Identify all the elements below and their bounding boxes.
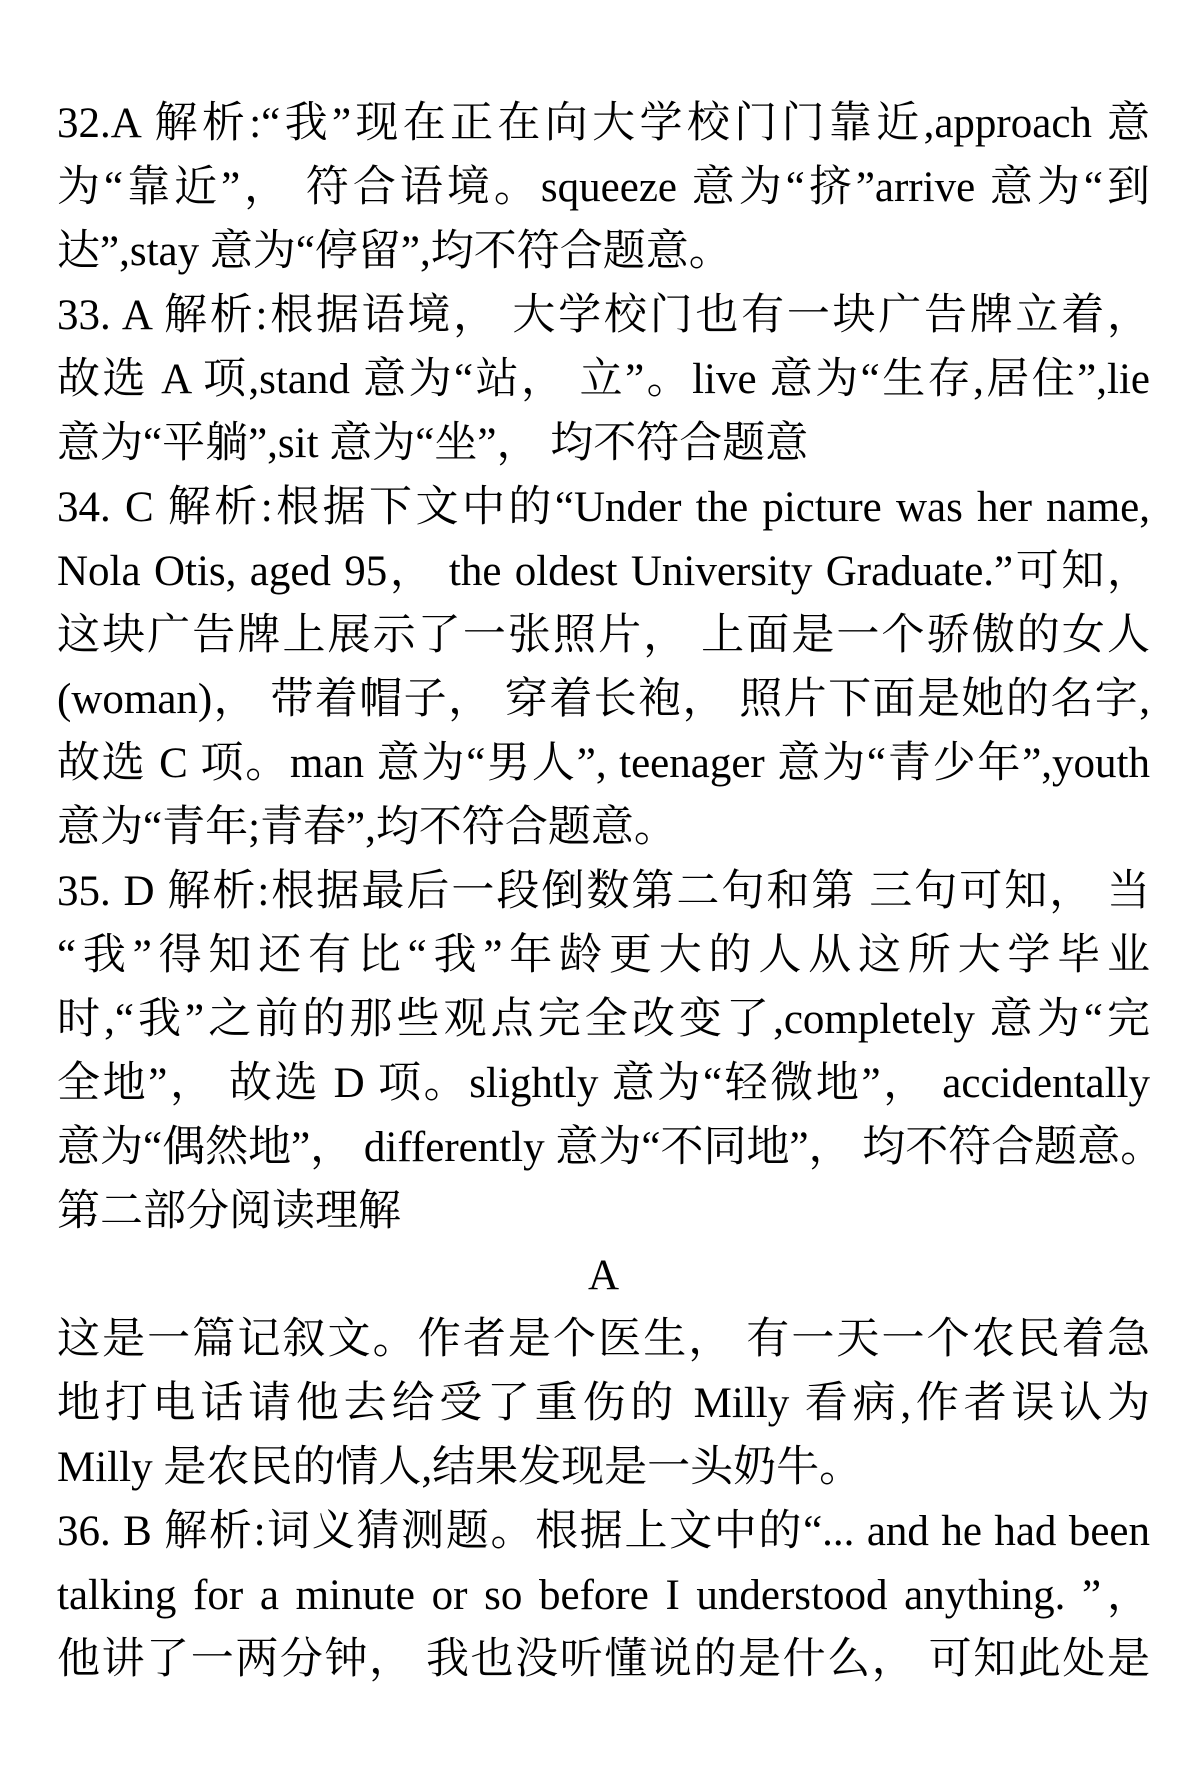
text-line: 这是一篇记叙文。作者是个医生， 有一天一个农民着急 — [57, 1316, 1150, 1363]
text-line: Milly 是农民的情人,结果发现是一头奶牛。 — [57, 1444, 863, 1491]
text-line: Nola Otis, aged 95， the oldest University Graduate.”可知， — [57, 548, 1150, 595]
text-line: 33. A 解析:根据语境， 大学校门也有一块广告牌立着， — [57, 292, 1150, 339]
text-line: 地打电话请他去给受了重伤的 Milly 看病,作者误认为 — [57, 1380, 1150, 1427]
text-line: 他讲了一两分钟， 我也没听懂说的是什么， 可知此处是 — [57, 1636, 1150, 1683]
text-line: talking for a minute or so before I understood anything. ”， — [57, 1572, 1150, 1619]
text-line: “我”得知还有比“我”年龄更大的人从这所大学毕业 — [57, 932, 1150, 979]
section-title: 第二部分阅读理解 — [57, 1188, 401, 1235]
text-line: (woman)， 带着帽子， 穿着长袍， 照片下面是她的名字, — [57, 676, 1150, 723]
text-line: 32.A 解析:“我”现在正在向大学校门门靠近,approach 意 — [57, 100, 1150, 147]
text-line: 36. B 解析:词义猜测题。根据上文中的“... and he had been — [57, 1508, 1150, 1555]
text-line: 这块广告牌上展示了一张照片， 上面是一个骄傲的女人 — [57, 612, 1150, 659]
text-line: 故选 A 项,stand 意为“站， 立”。live 意为“生存,居住”,lie — [57, 356, 1150, 403]
text-line: 达”,stay 意为“停留”,均不符合题意。 — [57, 228, 732, 275]
text-line: 全地”， 故选 D 项。slightly 意为“轻微地”， accidentally — [57, 1060, 1150, 1107]
text-line: 34. C 解析:根据下文中的“Under the picture was her name, — [57, 484, 1150, 531]
text-line: 意为“平躺”,sit 意为“坐”， 均不符合题意 — [57, 420, 809, 467]
text-line: 意为“偶然地”， differently 意为“不同地”， 均不符合题意。 — [57, 1124, 1164, 1171]
passage-label: A — [587, 1252, 620, 1299]
text-line: 故选 C 项。man 意为“男人”, teenager 意为“青少年”,youth — [57, 740, 1150, 787]
text-line: 35. D 解析:根据最后一段倒数第二句和第 三句可知， 当 — [57, 868, 1150, 915]
text-line: 意为“青年;青春”,均不符合题意。 — [57, 804, 677, 851]
text-line: 时,“我”之前的那些观点完全改变了,completely 意为“完 — [57, 996, 1150, 1043]
text-line: 为“靠近”， 符合语境。squeeze 意为“挤”arrive 意为“到 — [57, 164, 1150, 211]
